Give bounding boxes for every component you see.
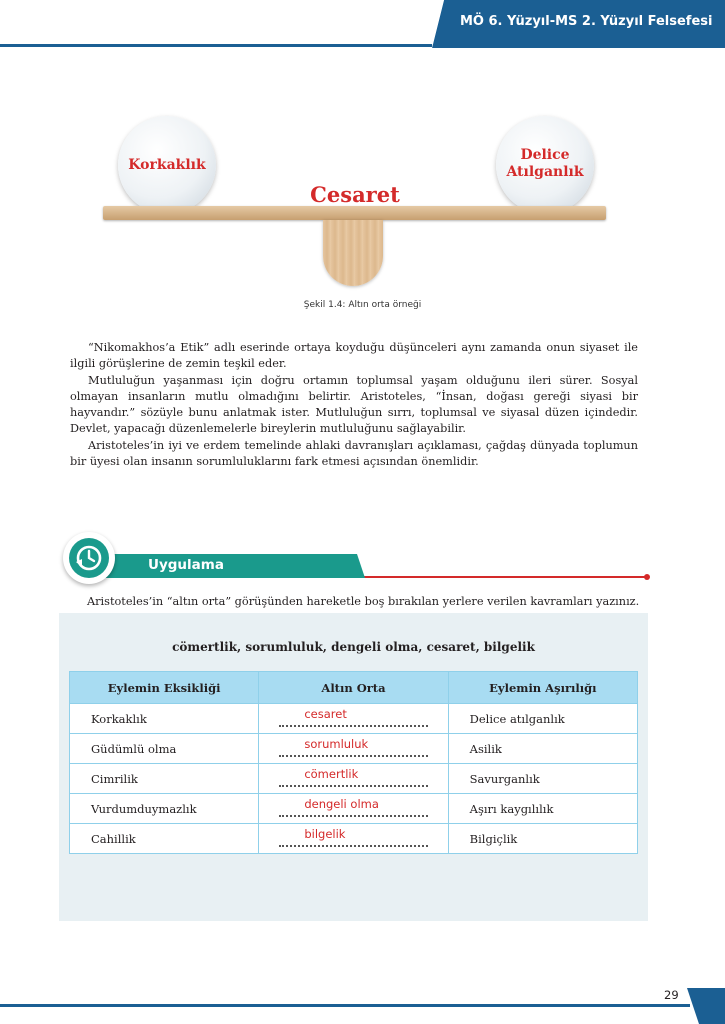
right-ball-label-line-2: Atılganlık xyxy=(506,164,584,180)
excess-cell: Savurganlık xyxy=(448,764,637,794)
dotted-line xyxy=(279,785,427,787)
table-row xyxy=(70,704,638,734)
dotted-line xyxy=(279,845,427,847)
excess-cell: Aşırı kaygılılık xyxy=(448,794,637,824)
answer-text: dengeli olma xyxy=(304,797,379,811)
exercise-rule-dot xyxy=(644,574,650,580)
mean-cell[interactable] xyxy=(259,704,448,734)
excess-cell: Bilgiçlik xyxy=(448,824,637,854)
table-row xyxy=(70,734,638,764)
exercise-title-ribbon xyxy=(95,554,365,578)
deficiency-cell: Korkaklık xyxy=(70,704,259,734)
paragraph: Mutluluğun yaşanması için doğru ortamın toplumsal yaşam olduğunu ileri sürer. Sosyal olmayan insanların mutlu olmadığını belirtir. Aristoteles, “İnsan, doğası gereği siyasi bir hayvandır.” sözüyle bunu anlatmak ister. Mutluluğun sırrı, toplumsal ve siyasal düzen içindedir. Devlet, yapacağı düzenlemelerle bireylerin mutluluğunu sağlayabilir. xyxy=(70,373,638,436)
deficiency-cell: Cahillik xyxy=(70,824,259,854)
left-ball-label: Korkaklık xyxy=(128,157,206,173)
excess-cell: Delice atılganlık xyxy=(448,704,637,734)
paragraph: Aristoteles’in iyi ve erdem temelinde ahlaki davranışları açıklaması, çağdaş dünyada toplumun bir üyesi olan insanın sorumluluklarını fark etmesi açısından önemlidir. xyxy=(70,438,638,469)
mean-cell[interactable] xyxy=(259,734,448,764)
seesaw-fulcrum xyxy=(323,220,383,286)
excess-cell: Asilik xyxy=(448,734,637,764)
dotted-line xyxy=(279,815,427,817)
chapter-title: MÖ 6. Yüzyıl-MS 2. Yüzyıl Felsefesi xyxy=(460,14,713,29)
right-ball-label-line-1: Delice xyxy=(520,147,570,163)
answer-text: cömertlik xyxy=(304,767,359,781)
exercise-instruction: Aristoteles’in “altın orta” görüşünden hareketle boş bırakılan yerlere verilen kavramları yazınız. xyxy=(87,595,640,608)
mean-cell[interactable] xyxy=(259,824,448,854)
mean-cell[interactable] xyxy=(259,794,448,824)
dotted-line xyxy=(279,725,427,727)
footer-tab xyxy=(687,988,725,1024)
answer-blank[interactable] xyxy=(279,764,427,793)
word-bank: cömertlik, sorumluluk, dengeli olma, cesaret, bilgelik xyxy=(172,640,535,654)
answer-blank[interactable] xyxy=(279,824,427,853)
paragraph: “Nikomakhos’a Etik” adlı eserinde ortaya koyduğu düşünceleri aynı zamanda onun siyaset ile ilgili görüşlerine de zemin teşkil eder. xyxy=(70,341,638,371)
deficiency-cell: Cimrilik xyxy=(70,764,259,794)
answer-text: sorumluluk xyxy=(304,737,369,751)
table-row xyxy=(70,824,638,854)
body-text xyxy=(70,340,638,470)
header-mean: Altın Orta xyxy=(259,672,448,704)
page-number: 29 xyxy=(664,988,679,1002)
table-row xyxy=(70,764,638,794)
deficiency-cell: Güdümlü olma xyxy=(70,734,259,764)
answer-blank[interactable] xyxy=(279,704,427,733)
table-row xyxy=(70,794,638,824)
footer-rule xyxy=(0,1004,690,1007)
table-header-row xyxy=(70,672,638,704)
figure-caption: Şekil 1.4: Altın orta örneği xyxy=(303,300,422,310)
seesaw-plank xyxy=(103,206,606,220)
answer-text: cesaret xyxy=(304,707,347,721)
concepts-table xyxy=(69,671,638,854)
clock-icon xyxy=(68,537,110,579)
golden-mean-figure xyxy=(100,110,610,290)
right-ball-label xyxy=(496,147,594,181)
header-deficiency: Eylemin Eksikliği xyxy=(70,672,259,704)
header-rule xyxy=(0,44,440,47)
header-excess: Eylemin Aşırılığı xyxy=(448,672,637,704)
answer-text: bilgelik xyxy=(304,827,346,841)
mean-cell[interactable] xyxy=(259,764,448,794)
center-label: Cesaret xyxy=(310,182,400,207)
answer-blank[interactable] xyxy=(279,734,427,763)
dotted-line xyxy=(279,755,427,757)
deficiency-cell: Vurdumduymazlık xyxy=(70,794,259,824)
exercise-title: Uygulama xyxy=(148,557,224,573)
answer-blank[interactable] xyxy=(279,794,427,823)
